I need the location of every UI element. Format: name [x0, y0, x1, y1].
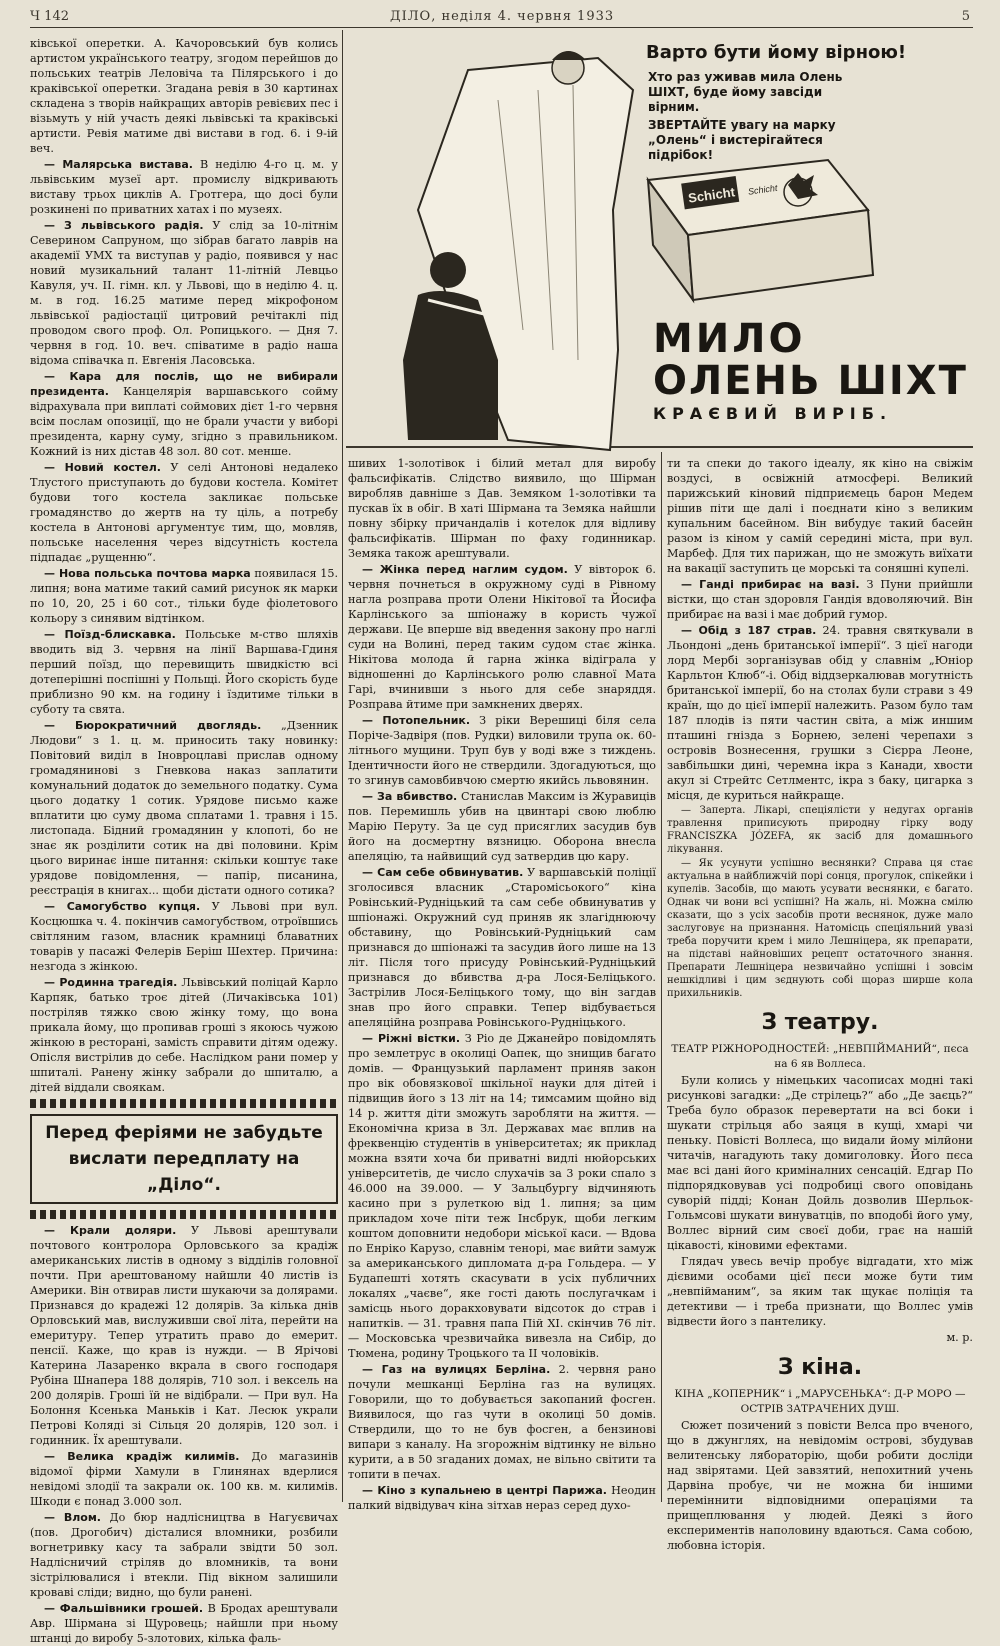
article-heading: — Кара для послів, що не вибирали президента.: [30, 370, 338, 398]
woman-hair-top: [552, 51, 586, 60]
article-heading: — Поїзд-блискавка.: [44, 628, 176, 641]
soap-label: Schicht: [687, 184, 736, 206]
article-text: Польське м-ство шляхів вводить від 3. червня на лінії Варшава-Гдиня перший поїзд, що перевищить швидкістю всі дотеперішні поспішні у Польщі. Його скорість буде приблизно 90 км. на годину і їздитиме тільки в суботу та свята.: [30, 628, 339, 716]
article-item: [30, 1449, 338, 1509]
article-item: [30, 718, 338, 898]
article-text: „Дзенник Людови“ з 1. ц. м. приносить таку новинку: Повітовий виділ в Іновроцлаві прислав одному громадянинові з Гневкова наказ заплатити комунальний додаток до земельного податку. Сума цього додатку 1 сотик. Урядове письмо каже вплатити цю суму двома сплатами 1. травня і 15. листопада. Бідний громадянин у клопоті, бо не знає як розділити сотик на дві половини. Крім цього виринає інше питання: скільки коштує таке урядове повідомлення, — папір, писанина, реєстрація в книгах... щоби дістати одного сотика?: [30, 719, 338, 897]
article-item: [348, 789, 656, 864]
article-item: [30, 1601, 338, 1646]
page-number: 5: [961, 9, 970, 24]
ad-text-2: ЗВЕРТАЙТЕ увагу на марку „Олень“ і вистерігайтеся підрібок!: [648, 118, 836, 162]
article-heading: — Родинна трагедія.: [44, 976, 178, 989]
article-text: З Ріо де Джанейро повідомлять про землетрус в околиці Оапек, що знищив багато домів. — Французький парламент приняв закон про вік обовязкової шкільної науки для дітей і підвищив його з 13 літ на 14; тимсамим щойно від 14 р. життя діти зможуть заробляти на життя. — Економічна криза в Зл. Державах має вплив на фреквенцію студентів в університетах; як приклад можна взяти хоча би приватні видлі нюйорських університетів, де число слухачів за 3 роки спало з 46.000 на 39.000. — У Зальцбургу відчиняють касино при з рулеткою від 1. липня; за цим прикладом хоче піти теж Інсбрук, щоби легким коштом доповнити недобори міської каси. — Вдова по Енріко Карузо, славнім тенорі, має вийти замуж за американського дипломата д-ра Гольдера. — У Будапешті хотять скасувати в усіх публичних локалях „чаєве“, яке гості дають послугачкам і замісць нього доракховувати відсоток до страв і напитків. — 31. травня папа Пій XI. скінчив 76 літ. — Московська чрезвичайка вивезла на Сибір, до Тюмена, родину Троцького та II чоловіків.: [348, 1032, 656, 1360]
page-label: Ч 142: [30, 9, 69, 24]
ad-headline: Варто бути йому вірною!: [646, 42, 907, 63]
soap-bar: [648, 160, 873, 300]
article-item: [30, 899, 338, 974]
article-heading: — Влом.: [44, 1511, 101, 1524]
article-item: [30, 1510, 338, 1600]
article-heading: — Ріжні вістки.: [362, 1032, 461, 1045]
masthead: ДІЛО, неділя 4. червня 1933: [390, 9, 615, 24]
article-text: З Пуни прийшли вістки, що стан здоровля Гандія вдоволяючий. Він прибирає на вазі і має добрий гумор.: [667, 578, 973, 621]
cinema-paragraph: Сюжет позичений з повісти Велса про вченого, що в джунглях, на невідомім острові, збудував велитенську лябораторію, щоби робити досліди над звірятами. Цей завзятий, непохитний учень Дарвіна пробує, чи не можна би іншими переміннити відповідними операціями та прищеплювання у людей. Деякі з його експериментів наполовину вдаються. Сама собою, любовна історія.: [667, 1419, 973, 1552]
article-text: З ріки Верешиці біля села Поріче-Задвіря (пов. Рудки) виловили трупа ок. 60-літнього мущини. Труп був у воді вже з тиждень. Ідентичности його не ствердили. Здогадуються, що то згинув самовбивчою смертю якийсь львовянин.: [348, 714, 656, 787]
article-text: Станислав Максим із Журавиців пов. Перемишль убив на цвинтарі свою люблю Марію Перуту. За це суд присяглих засудив був його на досмертну вязницю. Оборона внесла апеляцію, та найвищий суд затвердив цю кару.: [348, 790, 656, 863]
article-heading: — Сам себе обвинуватив.: [362, 866, 524, 879]
ornament-top: [30, 1099, 338, 1108]
cinema-title: КІНА „КОПЕРНИК“ і „МАРУСЕНЬКА“: Д-Р МОРО — ОСТРІВ ЗАТРАЧЕНИХ ДУШ.: [674, 1388, 966, 1415]
article-item: [348, 713, 656, 788]
article-text: У селі Антонові недалеко Тлустого приступають до будови костела. Комітет будови того костела закликає польське громадянство до жертв на ту ціль, а потребу костела в Антонові аргументує тим, що, мовляв, польське населення через відсутність костела підпадає „рущенню“.: [30, 461, 339, 564]
article-item: [348, 1362, 656, 1482]
article-heading: — Газ на вулицях Берліна.: [362, 1363, 551, 1376]
small-advert: — Заперта. Лікарі, спеціялісти у недугах органів травлення приписують природну гірку воду FRANCISZKA JÓZEFA, як засіб для домашнього лікування.: [667, 805, 973, 855]
article-item: [30, 566, 338, 626]
article-heading: — Велика крадіж килимів.: [44, 1450, 240, 1463]
column-rule-1: [342, 30, 343, 1502]
article-item: [348, 1031, 656, 1361]
article-text: появилася 15. липня; вона матиме такий самий рисунок як марки по 10, 20, 25 і 60 сот., тільки буде фіолетового кольору з синявим відтінком.: [30, 567, 339, 625]
article-text: В Бродах арештували Авр. Шірмана зі Щуровець; найшли при ньому штанці до виробу 5-злотових, кілька фаль-: [30, 1602, 338, 1645]
article-text: У слід за 10-літнім Северином Сапруном, що зібрав багато лаврів на академії УМХ та виступав у радіо, появився у нас новий музикальний талант 11-літній Левцьо Кавуля, уч. II. гімн. кл. у Львові, що в неділю 4. ц. м. в год. 16.25 матиме перед мікрофоном львівської радіостації цитровий речітаклі під проводом свого проф. Ол. Ропицького. — Дня 7. червня в год. 10. веч. співатиме в радіо наша відома співачка п. Евгенія Ласовська.: [30, 219, 338, 367]
article-item: [30, 1223, 338, 1448]
article-item: [348, 1483, 656, 1513]
subscription-notice: Перед феріями не забудьте вислати передплату на „Діло“.: [30, 1114, 338, 1204]
article-item: [667, 623, 973, 803]
article-heading: — Жінка перед наглим судом.: [362, 563, 568, 576]
article-heading: — Нова польська почтова марка: [44, 567, 251, 580]
article-heading: — Кіно з купальнею в центрі Парижа.: [362, 1484, 607, 1497]
woman-head-bottom: [430, 252, 466, 288]
article-heading: — Ганді прибирає на вазі.: [681, 578, 860, 591]
article-item: [348, 865, 656, 1030]
soap-advertisement: [348, 30, 973, 440]
article-heading: — За вбивство.: [362, 790, 458, 803]
theatre-paragraph: Глядач увесь вечір пробує відгадати, хто між дієвими особами цієї пєси може бути тим „невпійманим“, за яким так щукає поліція та детективи — і треба признати, що Воллес умів відвести його з пантелику.: [667, 1255, 973, 1328]
article-item: [30, 975, 338, 1095]
article-text: До магазинів відомої фірми Хамули в Глинянах вдерлися невідомі злодії та закрали ок. 100 кв. м. килимів. Шкоди є понад 3.000 зол.: [30, 1450, 338, 1508]
theatre-paragraph: Були колись у німецьких часописах модні такі рисункові загадки: „Де стрілець?“ або „Де заєць?“ Треба було образок перевертати на всі боки і шукати стрільця або заяця в кущі, хмарі чи пеньку. Повісті Воллеса, що видали йому мілйони читачів, нагадують таку домиголовку. Його пєса має всі дані його криміналних сенсацій. Едгар По підпорядковував усі подробиці свого оповідань суворій підді; Конан Дойль дозволив Шерльок-Гольмсові шукати винуватців, по вподобі його уму, Воллес вірний сим своєї доби, грає на нашій цікавості, кіновими ефектами.: [667, 1074, 973, 1252]
article-heading: — Фальшівники грошей.: [44, 1602, 204, 1615]
article-text: У варшавській поліції зголосився власник „Старомісьокого“ кіна Ровінський-Рудніцький та сам себе обвинуватив у шпіонажі. Окружний суд приняв як злагіднюючу обставину, що Ровінський-Рудніцький сам признався до шпіонажі та засудив його лише на 13 літ. Після того присуду Ровінський-Рудніцький признався до вбивства д-ра Лося-Беліцького. Застрілив Лося-Беліцького тому, що він загдав знав про його справки. Тепер відбувається апеляційна розправа Ровінського-Рудніцького.: [348, 866, 656, 1029]
article-heading: — Крали доляри.: [44, 1224, 177, 1237]
ad-bottom-rule: [346, 446, 973, 448]
article-text: У Львові арештували почтового контролора Орловського за крадіж американських листів в одному з відділів головної почти. При арештованому найшли 40 листів із Америки. Він отвирав листи шукаючи за долярами. Признався до крадежі 12 долярів. За кілька днів Орловський мав, вислуживши свої літа, перейти на емеритуру. Тепер утратить право до емерит. пенсії. Каже, що крав із нужди. — В Ярічові Катерина Лазаренко вкрала в свого господаря Рубіна Шнапера 188 долярів, 710 зол. і вексель на 200 долярів. Гроші їй не відібрали. — При вул. На Болоння Ксенька Маньків і Кат. Лесюк украли Петрові Коляді зі Сільця 20 долярів, 120 зол. і годинник. Їх арештували.: [30, 1224, 338, 1447]
theatre-signature: м. р.: [946, 1331, 973, 1344]
article-paragraph: шивих 1-золотівок і білий метал для виробу фальсифікатів. Слідство виявило, що Шірман виробляв давніше з Дав. Земяком 1-золотівки та пускав їх в обіг. В хаті Шірмана та Земяка найшли повну збірку причандалів і котелок для відливу фальсифікатів. Шірман по фаху годинникар. Земяка також арештували.: [348, 457, 656, 560]
article-text: У вівторок 6. червня почнеться в окружному суді в Рівному нагла розправа проти Олени Нікітової та Йосифа Карлінського за шпіонажу в користь чужої держави. Це вперше від введення закону про наглі суди на Волині, перед таким судом стає жінка. Нікітова молода й гарна жінка відіграла у відношенні до Карлінського ролю славної Мата Гарі, вчинивши з нього для себе знаряддя. Розправа йтиме при замкнених дверях.: [348, 563, 656, 711]
ad-brand-3: КРАЄВИЙ ВИРІБ.: [653, 404, 893, 423]
small-advert-2: — Як усунути успішно веснянки? Справа ця стає актуальна в найближчій порі сонця, прогулок, спікейки і купелів. Засобів, що мають усувати веснянки, є багато. Однак чи вони всі успішні? На жаль, ні. Можна смілю сказати, що з усіх засобів проти веснянок, дуже мало заслуговує на признання. Натомісць спеціяльний увазі треба поручити крем і мило Лешніцера, як препарати, на підставі найновіших рецепт остаточного знання. Препарати Лешніцера незвичайно успішні і зовсім нешкідливі і цим зєднують собі щораз ширше кола прихильників.: [667, 858, 973, 999]
section-title-cinema: З кіна.: [777, 1355, 863, 1380]
theatre-title: ТЕАТР РІЖНОРОДНОСТЕЙ: „НЕВПІЙМАНИЙ“, пєса на 6 яв Воллеса.: [671, 1043, 969, 1070]
article-paragraph: ківської оперетки. А. Качоровський був колись артистом українського театру, згодом перейшов до польських театрів Леловіча та Пілярського і до краківської оперетки. Згадана ревія в 30 картинах складена з творів найкращих авторів ревієвих пес і візьмуть у ній участь деякі львівські та краківські артисти. Ревія матиме дві вистави в год. 6. і 9-ій веч.: [30, 37, 338, 155]
article-item: [30, 218, 338, 368]
header-rule: [30, 27, 973, 28]
column-1: [30, 36, 339, 1645]
article-text: У Львові при вул. Косцюшка ч. 4. покінчив самогубством, отроївшись світляним газом, власник крамниці блаватних товарів у пасажі Фелерів Беріш Шехтер. Причина: незгода з жінкою.: [30, 900, 338, 973]
column-3: [667, 456, 973, 1552]
article-heading: — Малярська вистава.: [44, 158, 193, 171]
section-title-theatre: З театру.: [761, 1010, 879, 1035]
ornament-bottom: [30, 1210, 338, 1219]
article-text: В неділю 4-го ц. м. у львівським музеї арт. промислу відкривають виставу трьох циклів А. Гротгера, що досі були розкинені по приватних хатах і по музеях.: [30, 158, 339, 216]
article-heading: — Потопельник.: [362, 714, 471, 727]
article-heading: — Обід з 187 страв.: [681, 624, 817, 637]
article-heading: — З львівського радія.: [44, 219, 204, 232]
article-text: Канцелярія варшавського сойму відрахувала при виплаті соймових дієт 1-го червня всім послам опозиції, що не брали участи у виборі президента, карну суму, згідно з правильником. Кожний із них дістав 48 зол. 80 сот. менше.: [30, 385, 338, 458]
soap-label-2: Schicht: [747, 182, 778, 197]
article-paragraph: ти та спеки до такого ідеалу, як кіно на свіжім воздусі, в освіжній атмосфері. Великий парижський кіновий підприємець барон Медем рішив піти ще далі і поєднати кіно з великим купальним басейном. Він вибудує такий басейн разом із кіном у самій середині міста, при вул. Марбеф. Для тих парижан, що не зможуть виїхати на вакації заступить це морські та соняшні купелі.: [667, 457, 973, 575]
article-text: 24. травня святкували в Льондоні „день британської імперії“. З цієї нагоди лорд Мербі зорганізував обід у славнім „Юніор Карльтон Клюб“-і. Обід віддзеркалював могутність британської імперії, бо на столах були страви з 49 країн, що до цієї імперії належить. Разом було там 187 плодів із пяти частин світа, а між иншим пташині гнізда з Борнею, зелені черепахи з островів Вознесення, грушки з Сієрра Леоне, завбільшки дині, черемна ікра з Канади, хвости акул зі Стрейтс Сетлментс, ікра з баку, цигарка з місця, де куриться найкраще.: [667, 624, 973, 802]
article-item: [30, 369, 338, 459]
article-text: Неодин палкий відвідувач кіна зітхав нераз серед духо-: [348, 1484, 656, 1512]
page-header: [30, 6, 970, 28]
article-heading: — Самогубство купця.: [44, 900, 201, 913]
ad-text-1: Хто раз уживав мила Олень ШІХТ, буде йому завсіди вірним.: [648, 70, 843, 114]
article-text: 2. червня рано почули мешканці Берліна газ на вулицях. Говорили, що то добувається закопаний фосген. Виявилося, що газ чути в околиці 50 домів. Ствердили, що то не був фосген, а бензинові випари з каналу. На згорожнім відтинку не вільно курити, а в 50 згаданих домах, не вільно світити та топити в печах.: [348, 1363, 656, 1481]
article-heading: — Новий костел.: [44, 461, 161, 474]
article-item: [667, 577, 973, 622]
column-rule-2: [661, 452, 662, 1502]
ad-brand-2: ОЛЕНЬ ШІХТ: [653, 358, 968, 404]
article-item: [30, 460, 338, 565]
article-item: [348, 562, 656, 712]
ad-brand-1: МИЛО: [653, 316, 806, 362]
article-item: [30, 627, 338, 717]
column-2: [348, 456, 656, 1512]
article-text: До бюр надлісництва в Нагуєвичах (пов. Дрогобич) дісталися вломники, розбили вогнетривку касу та забрали звідти 50 зол. Надлісничий стріляв до вломників, та вони зістрілювалися і втекли. Під вікном залишили кроваві сліди; видно, що були ранені.: [30, 1511, 338, 1599]
article-text: Львівський поліцай Карло Карпяк, батько троє дітей (Личаківська 101) постріляв тяжко свою жінку тому, що вона прикала йому, що пропивав гроші з якоюсь чужою жінкою в ресторані, замість справити дітям одежу. Опісля вистрілив до себе. Наслідком рани помер у шпиталі. Ранену жінку забрали до шпиталю, а дітей віддали своякам.: [30, 976, 338, 1094]
article-item: [30, 157, 338, 217]
article-heading: — Бюрократичний двоглядь.: [44, 719, 262, 732]
